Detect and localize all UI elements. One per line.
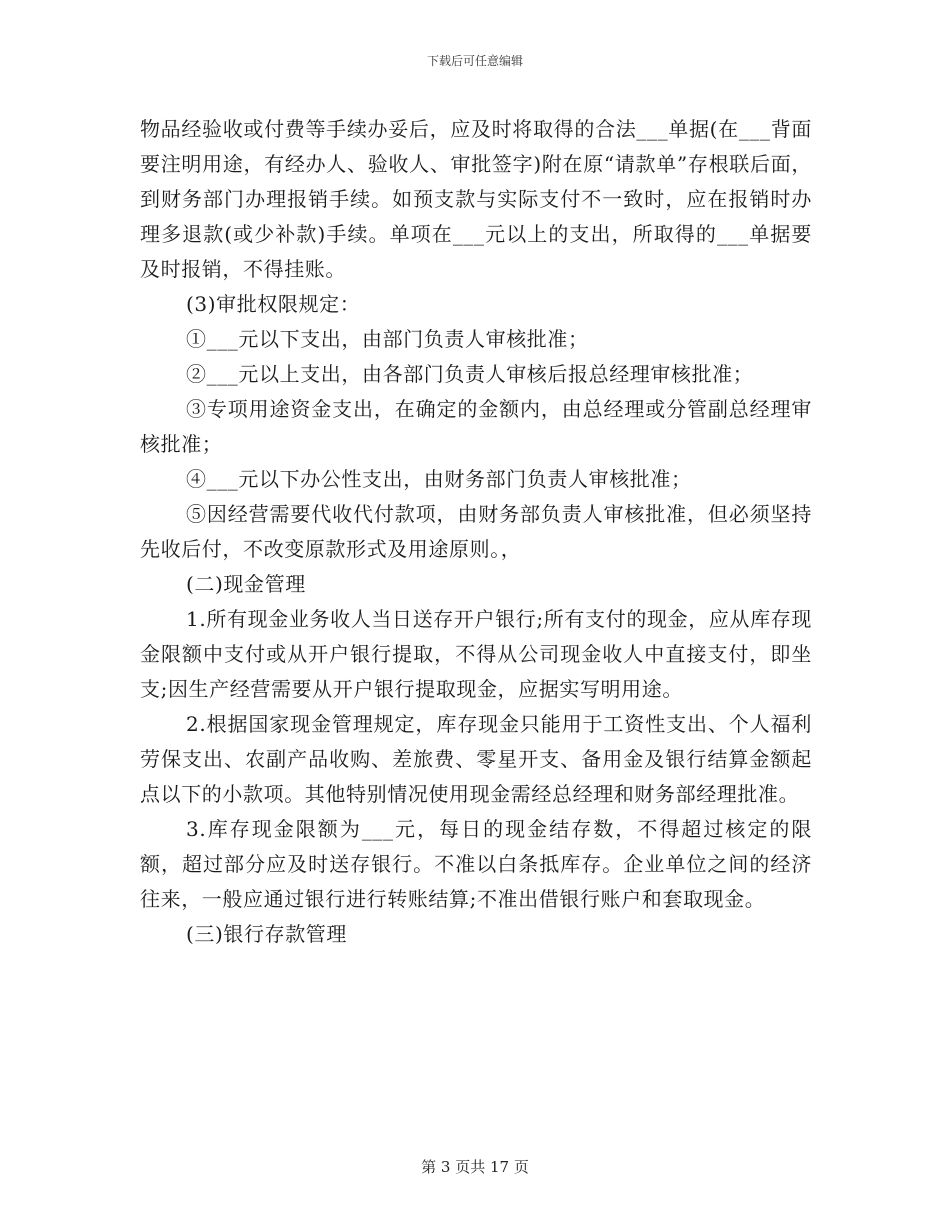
paragraph-reimbursement: 物品经验收或付费等手续办妥后，应及时将取得的合法___单据(在___背面要注明用途，有经办人、验收人、审批签字)附在原“请款单”存根联后面，到财务部门办理报销手续。如预支款与实际支付不一致时，应在报销时办理多退款(或少补款)手续。单项在___元以上的支出，所取得的___单据要及时报销，不得挂账。 <box>140 117 812 281</box>
paragraph-cash-rule-2: 2.根据国家现金管理规定，库存现金只能用于工资性支出、个人福利劳保支出、农副产品收购、差旅费、零星开支、备用金及银行结算金额起点以下的小款项。其他特别情况使用现金需经总经理和财务部经理批准。 <box>140 712 812 806</box>
document-body <box>140 112 812 952</box>
paragraph-cash-rule-1: 1.所有现金业务收人当日送存开户银行;所有支付的现金，应从库存现金限额中支付或从开户银行提取，不得从公司现金收人中直接支付，即坐支;因生产经营需要从开户银行提取现金，应据实写明用途。 <box>140 607 812 701</box>
paragraph-approval-item-4: ④___元以下办公性支出，由财务部门负责人审核批准； <box>186 467 692 491</box>
section-heading-cash-management: (二)现金管理 <box>186 572 306 596</box>
section-heading-bank-deposit: (三)银行存款管理 <box>186 922 348 946</box>
paragraph-approval-item-5: ⑤因经营需要代收代付款项，由财务部负责人审核批准，但必须坚持先收后付，不改变原款形式及用途原则。， <box>140 502 812 561</box>
paragraph-approval-item-1: ①___元以下支出，由部门负责人审核批准； <box>186 327 589 351</box>
page-header: 下载后可任意编辑 <box>426 54 523 68</box>
paragraph-approval-heading: (3)审批权限规定： <box>186 292 361 316</box>
paragraph-approval-item-2: ②___元以上支出，由各部门负责人审核后报总经理审核批准； <box>186 362 754 386</box>
paragraph-cash-rule-3: 3.库存现金限额为___元，每日的现金结存数，不得超过核定的限额，超过部分应及时送存银行。不准以白条抵库存。企业单位之间的经济往来，一般应通过银行进行转账结算;不准出借银行账户和套取现金。 <box>140 817 812 911</box>
page-footer: 第 3 页共 17 页 <box>421 1158 529 1176</box>
paragraph-approval-item-3: ③专项用途资金支出，在确定的金额内，由总经理或分管副总经理审核批准； <box>140 397 812 456</box>
